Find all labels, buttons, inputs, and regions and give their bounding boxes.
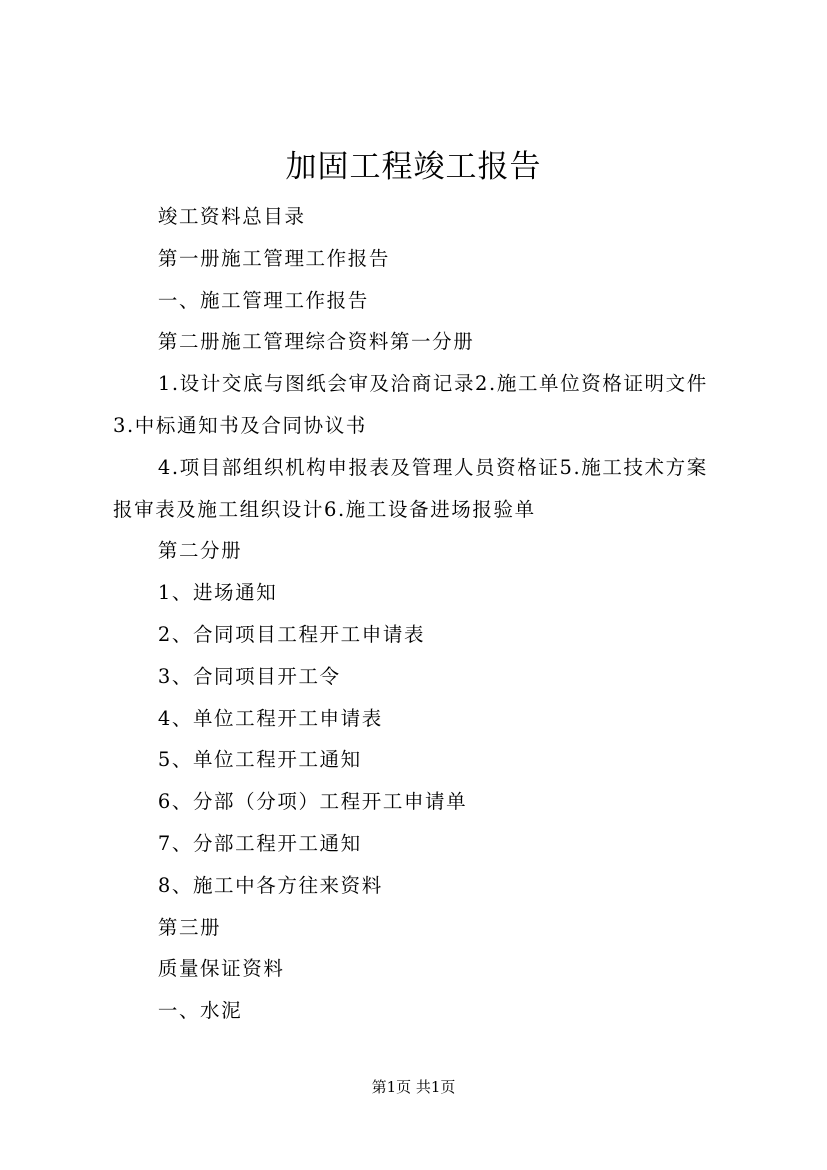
paragraph: 4.项目部组织机构申报表及管理人员资格证5.施工技术方案报审表及施工组织设计6.施工设备进场报验单 — [113, 455, 708, 521]
paragraph: 第一册施工管理工作报告 — [157, 246, 390, 270]
paragraph: 第二分册 — [157, 539, 243, 563]
paragraph: 1.设计交底与图纸会审及洽商记录2.施工单位资格证明文件3.中标通知书及合同协议书 — [113, 372, 708, 437]
paragraph: 3、合同项目开工令 — [157, 664, 341, 688]
paragraph: 竣工资料总目录 — [157, 205, 306, 228]
paragraph: 一、水泥 — [157, 999, 243, 1023]
document-title: 加固工程竣工报告 — [285, 149, 542, 185]
paragraph: 1、进场通知 — [157, 581, 278, 605]
paragraph: 7、分部工程开工通知 — [157, 831, 362, 855]
paragraph: 5、单位工程开工通知 — [157, 748, 362, 772]
paragraph: 8、施工中各方往来资料 — [157, 873, 383, 897]
paragraph: 2、合同项目工程开工申请表 — [157, 622, 426, 646]
page-footer: 第1页 共1页 — [371, 1078, 456, 1096]
paragraph: 第二册施工管理综合资料第一分册 — [157, 330, 475, 354]
document-body — [113, 196, 723, 1032]
paragraph: 质量保证资料 — [157, 957, 285, 981]
paragraph: 一、施工管理工作报告 — [157, 288, 369, 312]
paragraph: 6、分部（分项）工程开工申请单 — [157, 790, 468, 814]
paragraph: 4、单位工程开工申请表 — [157, 706, 383, 730]
paragraph: 第三册 — [157, 915, 222, 939]
